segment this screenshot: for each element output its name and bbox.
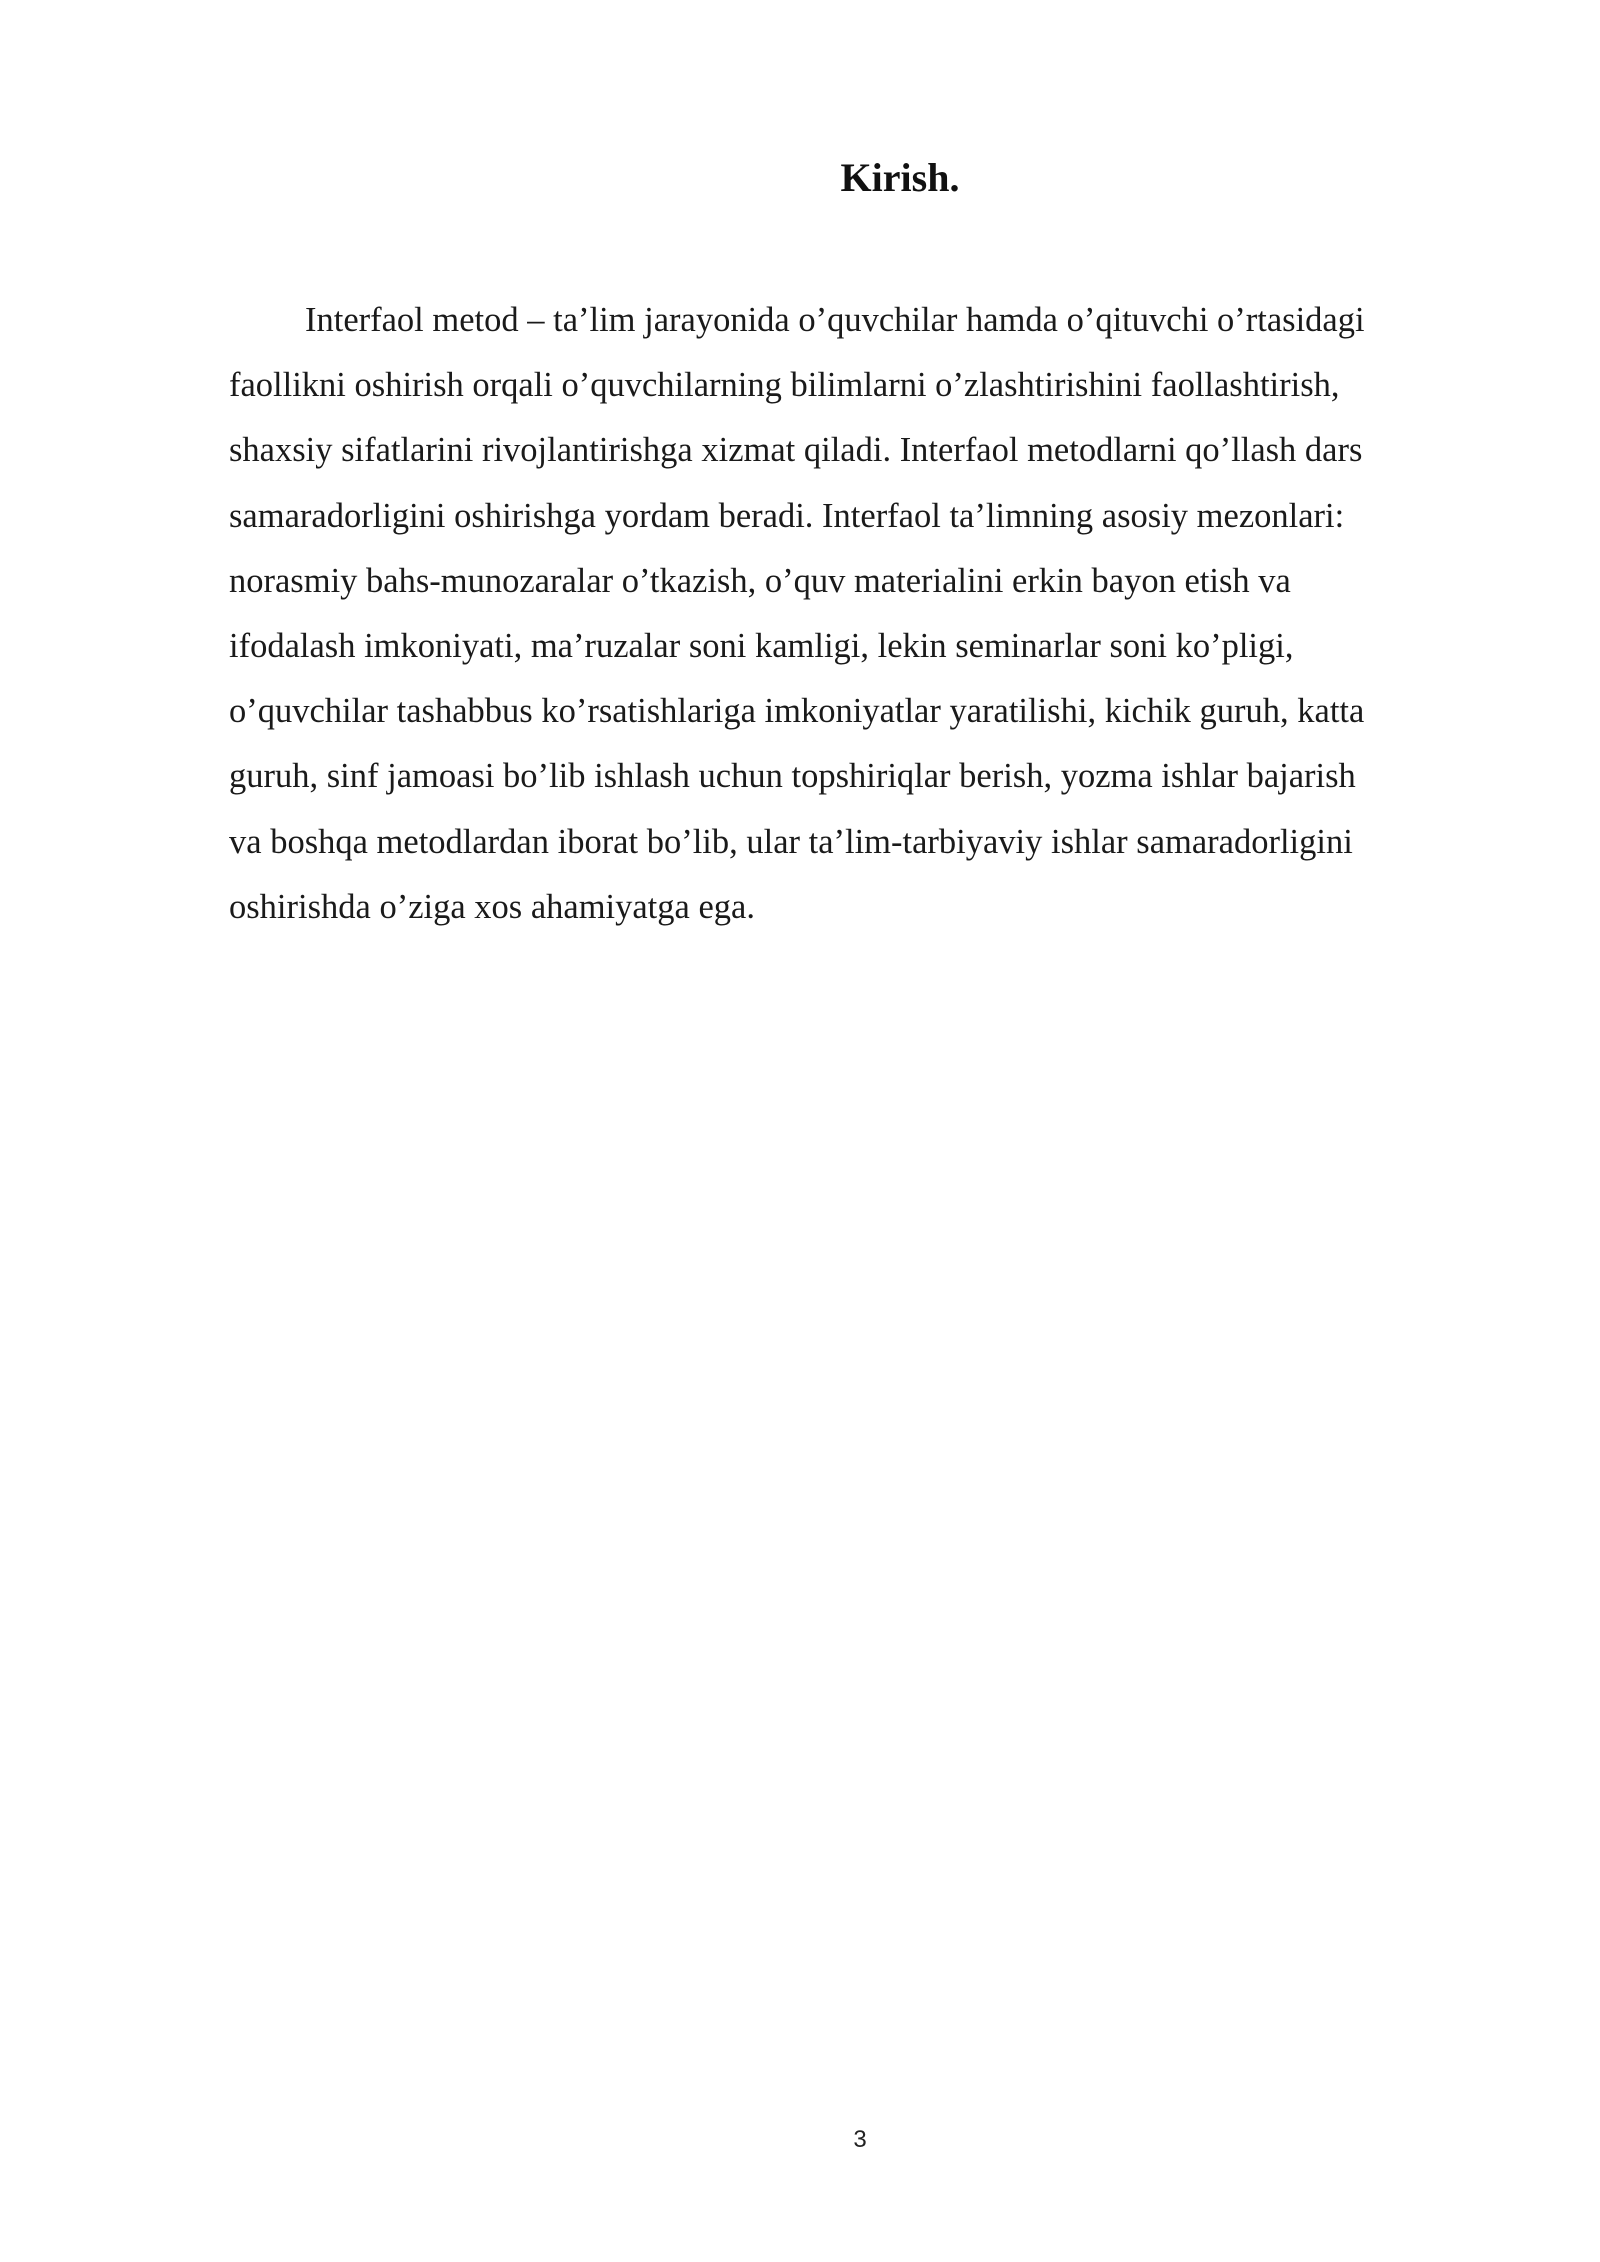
paragraph-line: o’quvchilar tashabbus ko’rsatishlariga imkoniyatlar yaratilishi, kichik guruh, katta (229, 692, 1365, 731)
paragraph-line: shaxsiy sifatlarini rivojlantirishga xizmat qiladi. Interfaol metodlarni qo’llash dars (229, 431, 1363, 470)
paragraph-line: ifodalash imkoniyati, ma’ruzalar soni kamligi, lekin seminarlar soni ko’pligi, (229, 627, 1294, 666)
section-heading: Kirish. (840, 155, 960, 200)
paragraph-line: va boshqa metodlardan iborat bo’lib, ular ta’lim-tarbiyaviy ishlar samaradorligini (229, 822, 1353, 861)
paragraph-line: oshirishda o’ziga xos ahamiyatga ega. (229, 887, 755, 926)
paragraph-line: faollikni oshirish orqali o’quvchilarning bilimlarni o’zlashtirishini faollashtirish, (229, 366, 1340, 405)
paragraph-line: guruh, sinf jamoasi bo’lib ishlash uchun topshiriqlar berish, yozma ishlar bajarish (229, 757, 1356, 796)
intro-paragraph (229, 288, 1479, 940)
paragraph-line: Interfaol metod – ta’lim jarayonida o’quvchilar hamda o’qituvchi o’rtasidagi (305, 301, 1365, 339)
paragraph-line: samaradorligini oshirishga yordam beradi. Interfaol ta’limning asosiy mezonlari: (229, 496, 1345, 535)
page-number: 3 (853, 2126, 867, 2153)
paragraph-line: norasmiy bahs-munozaralar o’tkazish, o’quv materialini erkin bayon etish va (229, 561, 1291, 600)
